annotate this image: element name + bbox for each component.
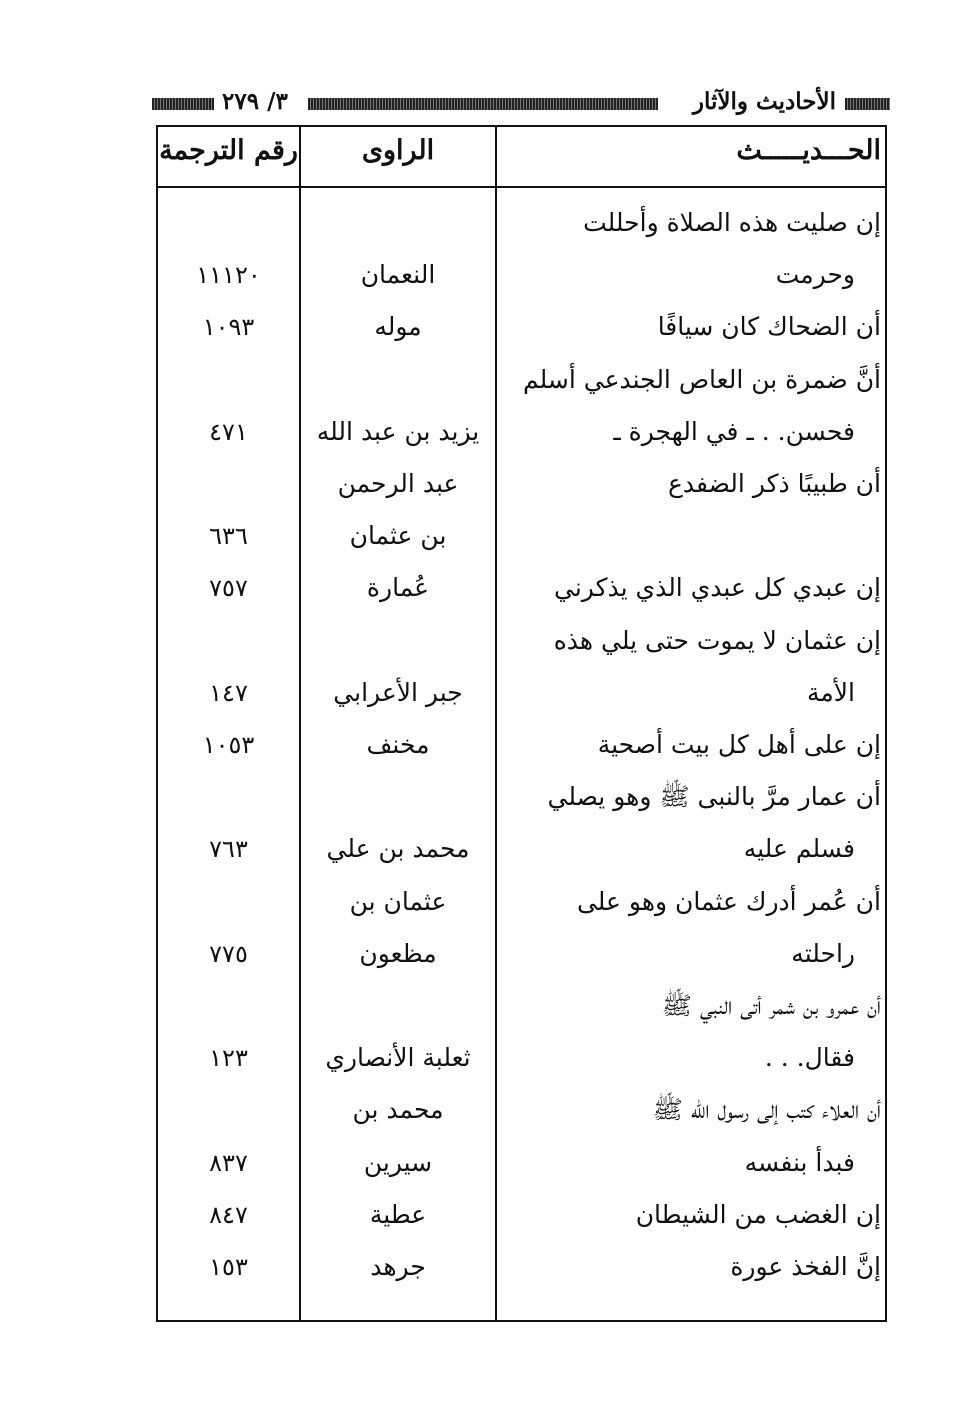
- table-line: [158, 771, 885, 823]
- table-line: [158, 197, 885, 249]
- table-line: [158, 1032, 885, 1084]
- hadith-text: أن عمرو بن شمر أتى النبي ﷺ: [661, 991, 881, 1020]
- header-rule-right: [845, 98, 890, 110]
- table-line: [158, 1084, 885, 1136]
- header-divider: [158, 186, 885, 188]
- hadith-text: فحسن. . ـ في الهجرة ـ: [613, 416, 855, 446]
- table-line: [158, 980, 885, 1032]
- biography-number: ٧٥٧: [209, 574, 248, 603]
- narrator-name: جبر الأعرابي: [333, 677, 463, 707]
- hadith-text: إن على أهل كل بيت أصحية: [597, 730, 881, 759]
- hadith-text: إن عثمان لا يموت حتى يلي هذه: [553, 625, 881, 655]
- table-line: [158, 406, 885, 458]
- table-line: [158, 510, 885, 562]
- narrator-name: مخنف: [366, 730, 430, 759]
- narrator-name: عطية: [369, 1199, 427, 1229]
- table-line: [158, 615, 885, 667]
- header-rule-middle: [308, 98, 658, 110]
- running-title: الأحاديث والآثار: [687, 88, 842, 115]
- table-line: [158, 667, 885, 719]
- table-line: [158, 1189, 885, 1241]
- page-header: [152, 88, 890, 118]
- biography-number: ٦٣٦: [209, 522, 248, 551]
- hadith-text: فبدأ بنفسه: [744, 1147, 855, 1177]
- narrator-name: عثمان بن: [349, 886, 447, 916]
- hadith-text: أن الضحاك كان سيافًا: [657, 312, 881, 342]
- biography-number: ٤٧١: [209, 417, 248, 446]
- page-reference: ٣/ ٢٧٩: [216, 88, 294, 115]
- hadith-text: أن العلاء كتب إلى رسول الله ﷺ: [652, 1095, 881, 1125]
- table-line: [158, 301, 885, 353]
- biography-number: ٧٧٥: [209, 939, 248, 968]
- narrator-name: مظعون: [359, 938, 437, 968]
- hadith-text: راحلته: [791, 938, 855, 968]
- hadith-text: أن عُمر أدرك عثمان وهو على: [576, 886, 881, 916]
- column-header-narrator: الراوى: [361, 135, 435, 166]
- narrator-name: عُمارة: [366, 573, 430, 603]
- hadith-text: أنَّ ضمرة بن العاص الجندعي أسلم: [523, 364, 881, 394]
- hadith-index-table: [156, 125, 887, 1322]
- biography-number: ١٠٩٣: [202, 313, 255, 342]
- table-line: [158, 249, 885, 301]
- narrator-name: موله: [374, 312, 422, 342]
- hadith-text: أن طبيبًا ذكر الضفدع: [667, 469, 881, 498]
- narrator-name: النعمان: [360, 260, 436, 290]
- biography-number: ٨٤٧: [209, 1200, 248, 1229]
- header-rule-left: [152, 98, 214, 110]
- column-header-number: رقم الترجمة: [159, 135, 298, 166]
- narrator-name: محمد بن: [352, 1095, 444, 1125]
- hadith-text: أن عمار مرَّ بالنبى ﷺ وهو يصلي: [547, 782, 881, 812]
- table-line: [158, 823, 885, 875]
- biography-number: ١٥٣: [209, 1253, 248, 1281]
- table-line: [158, 562, 885, 614]
- table-line: [158, 458, 885, 510]
- narrator-name: يزيد بن عبد الله: [316, 416, 480, 446]
- table-line: [158, 876, 885, 928]
- table-line: [158, 928, 885, 980]
- biography-number: ١١١٢٠: [196, 261, 261, 290]
- table-line: [158, 1137, 885, 1189]
- narrator-name: سيرين: [363, 1147, 433, 1177]
- biography-number: ٧٦٣: [209, 835, 248, 864]
- biography-number: ٨٣٧: [209, 1148, 248, 1177]
- hadith-text: الأمة: [807, 677, 855, 707]
- narrator-name: بن عثمان: [349, 521, 447, 551]
- biography-number: ١٠٥٣: [202, 731, 255, 759]
- biography-number: ١٤٧: [209, 678, 248, 707]
- narrator-name: ثعلبة الأنصاري: [325, 1043, 471, 1073]
- table-line: [158, 719, 885, 771]
- narrator-name: جرهد: [370, 1252, 426, 1281]
- hadith-text: إن صليت هذه الصلاة وأحللت: [583, 208, 881, 237]
- table-line: [158, 1241, 885, 1293]
- hadith-text: إن الغضب من الشيطان: [635, 1199, 881, 1229]
- hadith-text: إن عبدي كل عبدي الذي يذكرني: [553, 573, 881, 603]
- narrator-name: عبد الرحمن: [337, 469, 459, 498]
- hadith-text: فسلم عليه: [743, 834, 855, 864]
- column-header-hadith-label: الحـــديـــــث: [736, 135, 881, 166]
- table-line: [158, 354, 885, 406]
- narrator-name: محمد بن علي: [326, 834, 470, 864]
- hadith-text: إنَّ الفخذ عورة: [730, 1252, 881, 1281]
- hadith-text: فقال. . .: [764, 1043, 855, 1073]
- column-header-hadith: [497, 135, 889, 166]
- hadith-text: وحرمت: [775, 260, 855, 290]
- biography-number: ١٢٣: [209, 1044, 248, 1073]
